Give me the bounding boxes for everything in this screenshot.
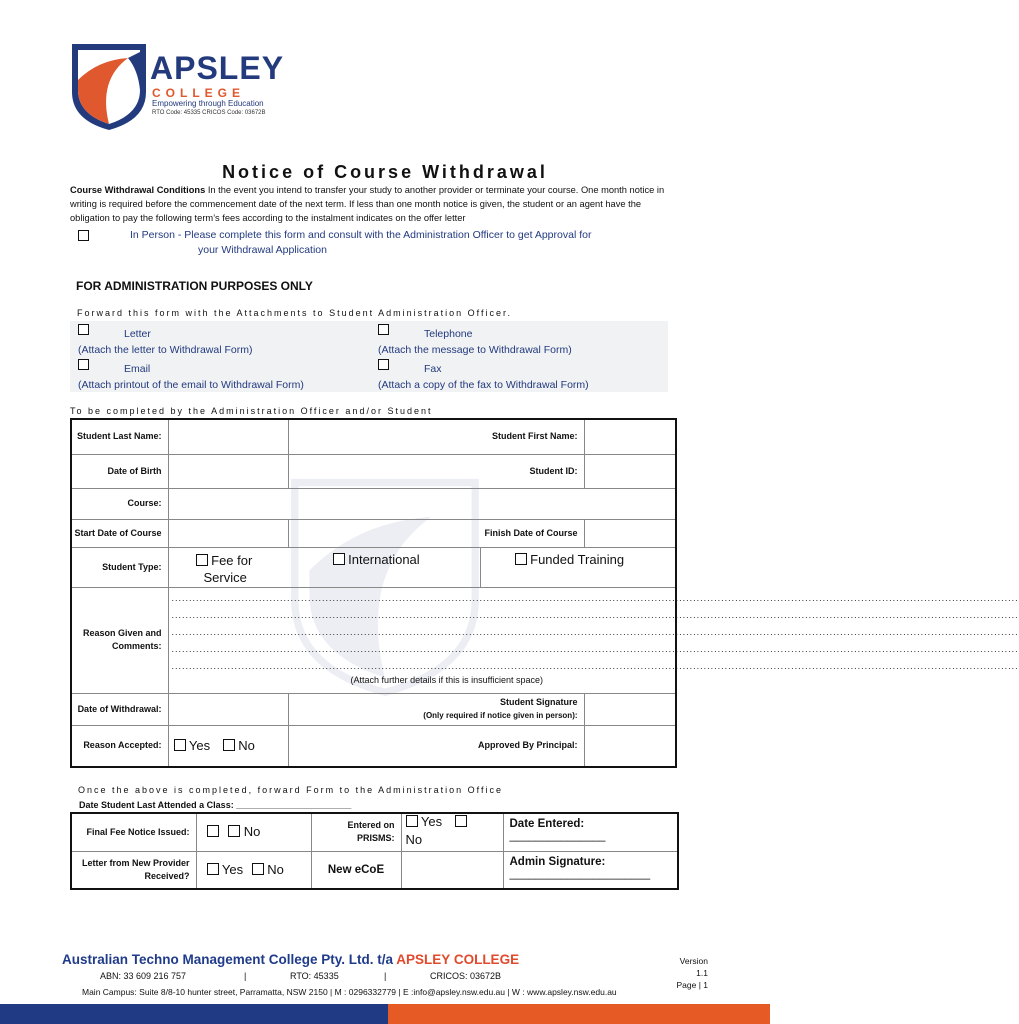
footer-page: Page | 1 [676, 980, 708, 990]
new-ecoe-label: New eCoE [311, 851, 401, 889]
office-instruction: Once the above is completed, forward Form to the Administration Office [78, 785, 503, 795]
accepted-yes-option[interactable] [174, 738, 211, 753]
course-field[interactable] [168, 488, 676, 519]
letter-title: Letter [124, 328, 151, 340]
fee-for-service-checkbox[interactable] [196, 554, 208, 566]
signature-title: Student Signature [500, 697, 578, 707]
letter-checkbox[interactable] [78, 324, 89, 335]
footer-version: Version 1.1 [679, 956, 708, 978]
footer-bar-orange [388, 1004, 770, 1024]
approved-label: Approved By Principal: [288, 725, 584, 767]
finish-date-label: Finish Date of Course [288, 519, 584, 547]
student-id-field[interactable] [584, 454, 676, 488]
international-label: International [348, 551, 420, 567]
course-label: Course: [71, 488, 168, 519]
international-checkbox[interactable] [333, 553, 345, 565]
letter-new-yes-checkbox[interactable] [207, 863, 219, 875]
first-name-field[interactable] [584, 419, 676, 454]
company-brand: APSLEY COLLEGE [396, 952, 520, 967]
letter-new-no-checkbox[interactable] [252, 863, 264, 875]
final-fee-no-checkbox[interactable] [228, 825, 240, 837]
table-row [71, 851, 678, 889]
start-date-label: Start Date of Course [71, 519, 168, 547]
type-divider [480, 548, 481, 587]
date-withdrawal-field[interactable] [168, 693, 288, 725]
reason-line: .................................................................................................................................................................................................................................................. [171, 592, 1019, 603]
fee-for-service-label-2: Service [203, 569, 247, 585]
letter-new-label: Letter from New Provider Received? [71, 851, 196, 889]
admin-heading: FOR ADMINISTRATION PURPOSES ONLY [76, 279, 313, 293]
table-row [71, 725, 676, 767]
admin-signature-label: Admin Signature: [509, 855, 606, 868]
admin-signature-line: ______________________ [509, 867, 651, 880]
date-withdrawal-label: Date of Withdrawal: [71, 693, 168, 725]
reason-label: Reason Given and Comments: [71, 587, 168, 693]
final-fee-label: Final Fee Notice Issued: [71, 813, 196, 851]
admin-signature-cell[interactable] [503, 851, 678, 889]
logo-sub: COLLEGE [152, 86, 246, 100]
final-fee-options [196, 813, 311, 851]
date-entered-label: Date Entered: [509, 818, 585, 830]
last-name-field[interactable] [168, 419, 288, 454]
fax-checkbox[interactable] [378, 359, 389, 370]
document-title: Notice of Course Withdrawal [222, 162, 548, 182]
student-id-label: Student ID: [288, 454, 584, 488]
prisms-no-label: No [405, 832, 423, 848]
letter-new-yes-option[interactable] [207, 862, 244, 877]
accepted-no-checkbox[interactable] [223, 739, 235, 751]
accepted-yes-label: Yes [188, 737, 211, 753]
accepted-no-option[interactable] [223, 738, 255, 753]
reason-line: .................................................................................................................................................................................................................................................. [171, 643, 1019, 654]
footer-rto: RTO: 45335 [290, 971, 339, 981]
letter-new-no-label: No [267, 861, 284, 877]
telephone-note: (Attach the message to Withdrawal Form) [378, 344, 572, 356]
footer-company [62, 952, 519, 967]
table-row [71, 519, 676, 547]
letter-new-options [196, 851, 311, 889]
type-fee-option[interactable] [196, 552, 253, 586]
funded-training-label: Funded Training [530, 551, 625, 567]
finish-date-field[interactable] [584, 519, 676, 547]
start-date-field[interactable] [168, 519, 288, 547]
prisms-no-option[interactable] [455, 814, 467, 829]
email-title: Email [124, 363, 151, 375]
table-row [71, 454, 676, 488]
in-person-text-1: In Person - Please complete this form and consult with the Administration Officer to get Approval for [130, 229, 592, 241]
reason-accepted-options [168, 725, 288, 767]
logo-name: APSLEY [150, 50, 285, 86]
withdrawal-conditions [70, 183, 682, 225]
logo-shield-icon [68, 40, 150, 132]
in-person-text-2: your Withdrawal Application [198, 244, 327, 256]
accepted-yes-checkbox[interactable] [174, 739, 186, 751]
prisms-yes-label: Yes [420, 814, 443, 830]
fee-for-service-label: Fee for [211, 552, 253, 568]
attach-further-note: (Attach further details if this is insufficient space) [350, 674, 543, 685]
company-name: Australian Techno Management College Pty. Ltd. t/a [62, 952, 397, 967]
reason-line: .................................................................................................................................................................................................................................................. [171, 660, 1019, 671]
prisms-yes-checkbox[interactable] [406, 815, 418, 827]
reason-field[interactable] [168, 587, 1019, 693]
table-row [71, 813, 678, 851]
attachment-options [70, 321, 668, 392]
forward-instruction: Forward this form with the Attachments to Student Administration Officer. [77, 308, 512, 318]
prisms-yes-option[interactable] [406, 814, 443, 829]
dob-field[interactable] [168, 454, 288, 488]
signature-note: (Only required if notice given in person): [423, 711, 578, 720]
footer-bar-blue [0, 1004, 388, 1024]
last-attended-field[interactable]: Date Student Last Attended a Class: _______________________ [79, 800, 352, 810]
date-entered-line: _______________ [509, 830, 606, 842]
letter-new-no-option[interactable] [252, 862, 284, 877]
date-entered-cell[interactable] [503, 813, 678, 851]
approved-field[interactable] [584, 725, 676, 767]
first-name-label: Student First Name: [288, 419, 584, 454]
student-type-options [168, 547, 676, 587]
final-fee-no-label: No [243, 824, 261, 840]
student-details-table [70, 418, 1019, 768]
final-fee-no-option[interactable] [228, 824, 260, 839]
reason-line: .................................................................................................................................................................................................................................................. [171, 626, 1019, 637]
table-row [71, 419, 676, 454]
letter-note: (Attach the letter to Withdrawal Form) [78, 344, 253, 356]
prisms-options [401, 813, 503, 851]
footer-abn: ABN: 33 609 216 757 [100, 971, 187, 981]
last-name-label: Student Last Name: [71, 419, 168, 454]
conditions-heading: Course Withdrawal Conditions [70, 185, 206, 195]
telephone-title: Telephone [424, 328, 473, 340]
telephone-checkbox[interactable] [378, 324, 389, 335]
email-checkbox[interactable] [78, 359, 89, 370]
footer-cricos: CRICOS: 03672B [430, 971, 502, 981]
office-table [70, 812, 679, 890]
prisms-label: Entered on PRISMS: [311, 813, 401, 851]
college-logo [68, 40, 288, 132]
accepted-no-label: No [238, 737, 255, 753]
final-fee-yes-checkbox[interactable] [207, 825, 219, 837]
table-row [71, 488, 676, 519]
funded-training-checkbox[interactable] [515, 553, 527, 565]
reason-line: .................................................................................................................................................................................................................................................. [171, 609, 1019, 620]
table-row [71, 587, 676, 693]
student-type-label: Student Type: [71, 547, 168, 587]
type-funded-option[interactable] [515, 552, 625, 567]
logo-tagline: Empowering through Education [152, 99, 264, 108]
fax-note: (Attach a copy of the fax to Withdrawal Form) [378, 379, 589, 391]
prisms-no-checkbox[interactable] [455, 815, 467, 827]
new-ecoe-field[interactable] [401, 851, 503, 889]
conditions-text: In the event you intend to transfer your study to another provider or terminate your course. One month notice in writing is required before the commencement date of the next term. If less than one month notice is given, the student or an agent have the obligation to pay the following term’s fees according to the instalment indicates on the offer letter [70, 185, 665, 223]
final-fee-yes-option[interactable] [207, 824, 223, 839]
footer-separator: | [384, 971, 387, 981]
logo-codes: RTO Code: 45335 CRICOS Code: 03672B [152, 110, 266, 116]
table-row [71, 693, 676, 725]
dob-label: Date of Birth [71, 454, 168, 488]
completion-instruction: To be completed by the Administration Officer and/or Student [70, 406, 433, 416]
footer-version-block [672, 955, 708, 991]
letter-new-yes-label: Yes [221, 861, 244, 877]
signature-label [288, 693, 584, 725]
reason-accepted-label: Reason Accepted: [71, 725, 168, 767]
email-note: (Attach printout of the email to Withdrawal Form) [78, 379, 304, 391]
footer-address: Main Campus: Suite 8/8-10 hunter street, Parramatta, NSW 2150 | M : 0296332779 | E :info@apsley.nsw.edu.au | W : www.apsley.nsw.edu.au [82, 987, 617, 997]
table-row [71, 547, 676, 587]
in-person-checkbox[interactable] [78, 230, 89, 241]
footer-separator: | [244, 971, 247, 981]
type-international-option[interactable] [333, 552, 420, 567]
fax-title: Fax [424, 363, 442, 375]
signature-field[interactable] [584, 693, 676, 725]
